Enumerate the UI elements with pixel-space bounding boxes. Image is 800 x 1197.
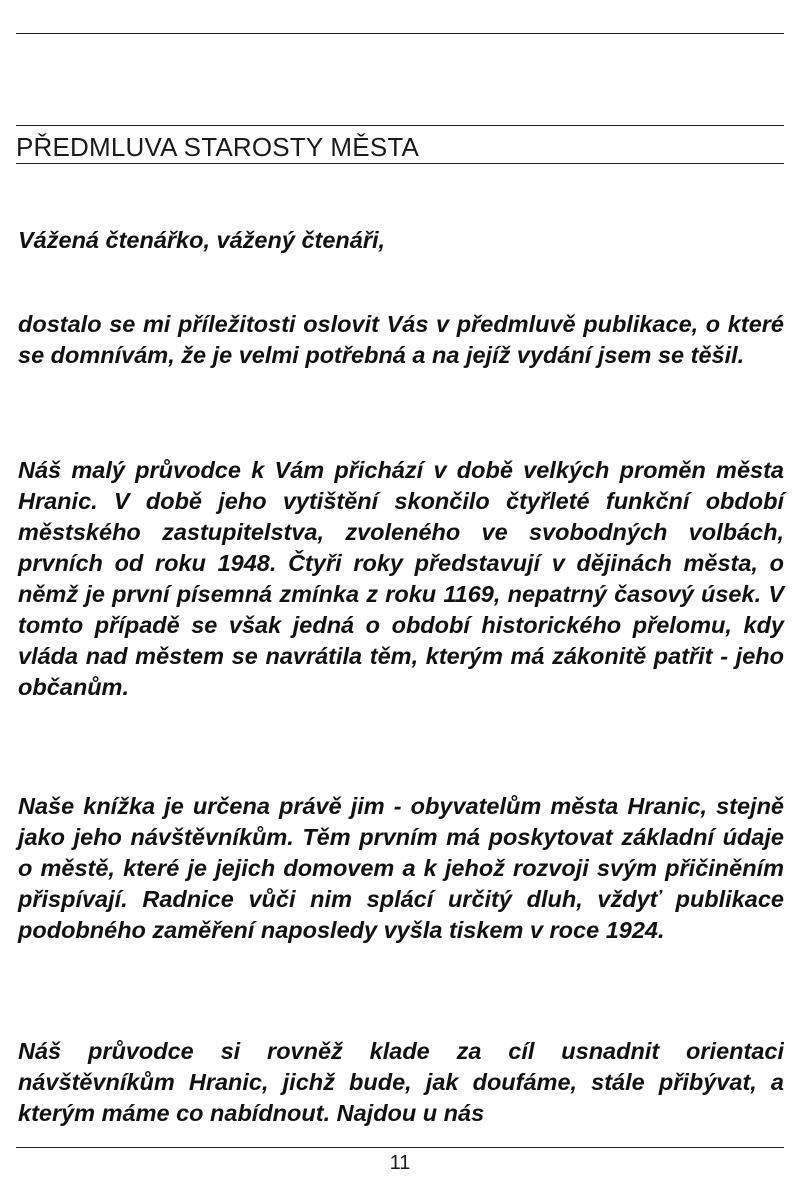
title-bottom-rule — [16, 163, 784, 164]
paragraph-1: dostalo se mi příležitosti oslovit Vás v předmluvě publikace, o které se domnívám, že je velmi potřebná a na jejíž vydání jsem se těšil. — [18, 311, 784, 368]
top-rule — [16, 33, 784, 34]
paragraph-2: Náš malý průvodce k Vám přichází v době velkých proměn města Hranic. V době jeho vytištění skončilo čtyřleté funkční období městského zastupitelstva, zvoleného ve svobodných volbách, prvních od roku 1948. Čtyři roky představují v dějinách města, o němž je první písemná zmínka z roku 1169, nepatrný časový úsek. V tomto případě se však jedná o období historického přelomu, kdy vláda nad městem se navrátila těm, kterým má zákonitě patřit - jeho občanům. — [18, 457, 784, 700]
paragraph-4: Náš průvodce si rovněž klade za cíl usnadnit orientaci návštěvníkům Hranic, jichž bude, jak doufáme, stále přibývat, a kterým máme co nabídnout. Najdou u nás — [18, 1038, 784, 1126]
section-title: PŘEDMLUVA STAROSTY MĚSTA — [16, 132, 420, 162]
bottom-rule — [16, 1147, 784, 1148]
paragraph-3: Naše knížka je určena právě jim - obyvatelům města Hranic, stejně jako jeho návštěvníkům. Těm prvním má poskytovat základní údaje o městě, které je jejich domovem a k jehož rozvoji svým přičiněním přispívají. Radnice vůči nim splácí určitý dluh, vždyť publikace podobného zaměření naposledy vyšla tiskem v roce 1924. — [18, 793, 784, 943]
salutation: Vážená čtenářko, vážený čtenáři, — [18, 227, 386, 253]
page-number: 11 — [389, 1152, 411, 1174]
title-top-rule — [16, 125, 784, 126]
